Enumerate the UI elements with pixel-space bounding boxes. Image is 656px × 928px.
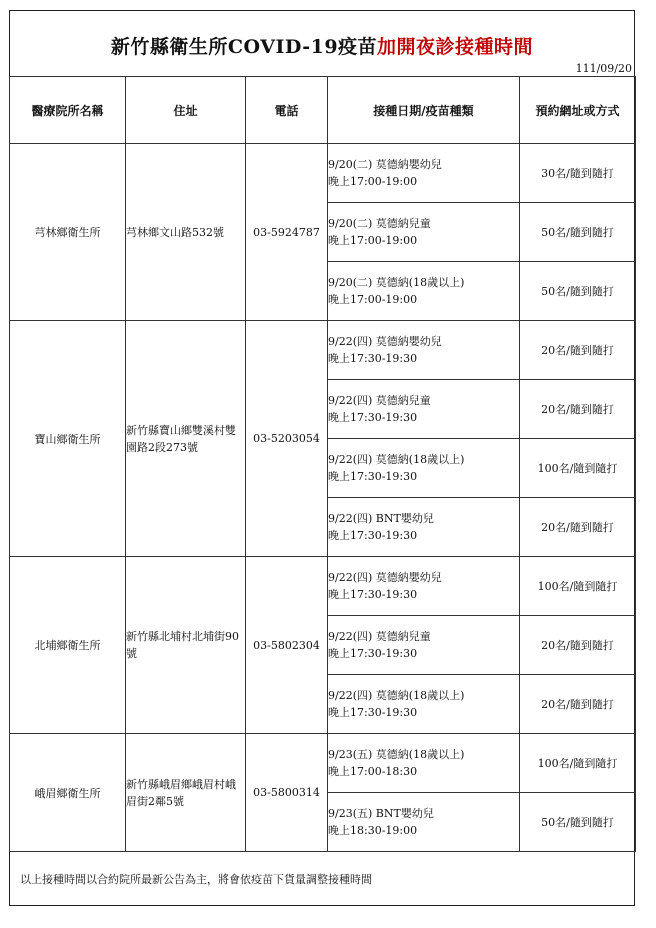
clinic-phone: 03-5802304 [246,557,328,734]
schedule-cell [328,262,520,321]
schedule-date-vaccine: 9/23(五) BNT嬰幼兒 [328,807,434,820]
schedule-cell [328,734,520,793]
schedule-time: 晚上17:30-19:30 [328,411,418,424]
schedule-time: 晚上17:30-19:30 [328,647,418,660]
schedule-cell [328,498,520,557]
header-phone: 電話 [246,77,328,144]
schedule-date-vaccine: 9/22(四) 莫德納兒童 [328,394,431,407]
header-clinic-name: 醫療院所名稱 [10,77,126,144]
booking-quota: 20名/隨到隨打 [520,380,636,439]
page-title [9,32,635,59]
schedule-date-vaccine: 9/20(二) 莫德納(18歲以上) [328,276,465,289]
schedule-time: 晚上17:30-19:30 [328,470,418,483]
clinic-name: 寶山鄉衛生所 [10,321,126,557]
clinic-name: 芎林鄉衛生所 [10,144,126,321]
clinic-phone: 03-5800314 [246,734,328,852]
schedule-cell [328,793,520,852]
schedule-time: 晚上17:00-19:00 [328,234,418,247]
schedule-time: 晚上17:30-19:30 [328,588,418,601]
booking-quota: 30名/隨到隨打 [520,144,636,203]
schedule-time: 晚上17:00-19:00 [328,293,418,306]
clinic-name: 峨眉鄉衛生所 [10,734,126,852]
schedule-date-vaccine: 9/22(四) 莫德納(18歲以上) [328,453,465,466]
header-booking-method: 預約網址或方式 [520,77,636,144]
schedule-cell [328,616,520,675]
clinic-address: 新竹縣北埔村北埔街90號 [126,557,246,734]
schedule-date-vaccine: 9/22(四) 莫德納嬰幼兒 [328,335,442,348]
booking-quota: 20名/隨到隨打 [520,321,636,380]
table-row [10,144,636,203]
booking-quota: 20名/隨到隨打 [520,616,636,675]
footnote: 以上接種時間以合約院所最新公告為主，將會依疫苗下貨量調整接種時間 [20,873,372,886]
schedule-date-vaccine: 9/22(四) 莫德納兒童 [328,630,431,643]
schedule-time: 晚上17:00-18:30 [328,765,418,778]
clinic-address: 芎林鄉文山路532號 [126,144,246,321]
schedule-date-vaccine: 9/22(四) 莫德納嬰幼兒 [328,571,442,584]
booking-quota: 50名/隨到隨打 [520,203,636,262]
clinic-address: 新竹縣寶山鄉雙溪村雙園路2段273號 [126,321,246,557]
schedule-cell [328,675,520,734]
header-date-vaccine: 接種日期/疫苗種類 [328,77,520,144]
clinic-address: 新竹縣峨眉鄉峨眉村峨眉街2鄰5號 [126,734,246,852]
booking-quota: 100名/隨到隨打 [520,734,636,793]
schedule-time: 晚上17:30-19:30 [328,529,418,542]
schedule-cell [328,557,520,616]
schedule-date-vaccine: 9/22(四) BNT嬰幼兒 [328,512,434,525]
booking-quota: 100名/隨到隨打 [520,439,636,498]
clinic-phone: 03-5924787 [246,144,328,321]
schedule-time: 晚上17:30-19:30 [328,352,418,365]
schedule-cell [328,380,520,439]
schedule-cell [328,144,520,203]
booking-quota: 50名/隨到隨打 [520,793,636,852]
document-date: 111/09/20 [575,62,632,75]
booking-quota: 20名/隨到隨打 [520,498,636,557]
table-header-row [10,77,636,144]
schedule-date-vaccine: 9/20(二) 莫德納兒童 [328,217,431,230]
table-row [10,557,636,616]
clinic-phone: 03-5203054 [246,321,328,557]
schedule-cell [328,321,520,380]
table-row [10,734,636,793]
schedule-time: 晚上17:00-19:00 [328,175,418,188]
booking-quota: 20名/隨到隨打 [520,675,636,734]
clinic-name: 北埔鄉衛生所 [10,557,126,734]
vaccination-schedule-table [9,76,636,852]
schedule-cell [328,203,520,262]
schedule-date-vaccine: 9/22(四) 莫德納(18歲以上) [328,689,465,702]
schedule-cell [328,439,520,498]
booking-quota: 50名/隨到隨打 [520,262,636,321]
schedule-time: 晚上17:30-19:30 [328,706,418,719]
booking-quota: 100名/隨到隨打 [520,557,636,616]
title-highlight: 加開夜診接種時間 [377,36,534,58]
schedule-time: 晚上18:30-19:00 [328,824,418,837]
schedule-date-vaccine: 9/20(二) 莫德納嬰幼兒 [328,158,442,171]
header-address: 住址 [126,77,246,144]
table-row [10,321,636,380]
title-main: 新竹縣衛生所COVID-19疫苗 [110,36,378,58]
schedule-date-vaccine: 9/23(五) 莫德納(18歲以上) [328,748,465,761]
